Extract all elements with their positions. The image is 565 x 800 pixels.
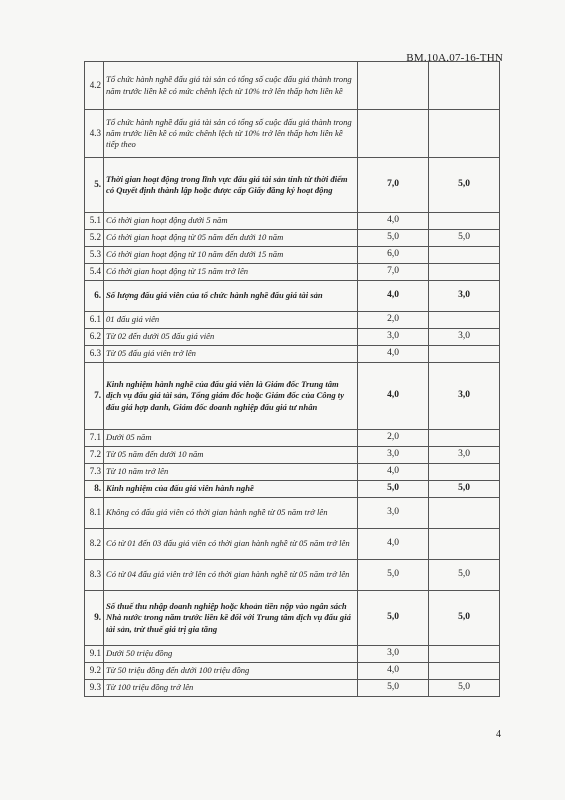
table-row [85, 264, 500, 281]
row-number: 5.4 [85, 264, 104, 281]
criterion-text: Có từ 04 đấu giá viên trở lên có thời gian hành nghề từ 05 năm trở lên [104, 560, 358, 591]
awarded-points: 3,0 [429, 447, 500, 464]
criterion-text: Tổ chức hành nghề đấu giá tài sản có tổng số cuộc đấu giá thành trong năm trước liền kề có mức chênh lệch từ 10% trở lên thấp hơn liền kề tiếp theo [104, 110, 358, 158]
max-points: 4,0 [358, 529, 429, 560]
section-row [85, 591, 500, 646]
awarded-points: 5,0 [429, 560, 500, 591]
max-points: 7,0 [358, 264, 429, 281]
awarded-points: 3,0 [429, 363, 500, 430]
criterion-text: Số lượng đấu giá viên của tổ chức hành nghề đấu giá tài sản [104, 281, 358, 312]
awarded-points: 5,0 [429, 680, 500, 697]
table-row [85, 447, 500, 464]
row-number: 8.2 [85, 529, 104, 560]
max-points [358, 62, 429, 110]
table-row [85, 247, 500, 264]
row-number: 9.3 [85, 680, 104, 697]
table-row [85, 680, 500, 697]
row-number: 9. [85, 591, 104, 646]
max-points: 3,0 [358, 447, 429, 464]
criterion-text: Có từ 01 đến 03 đấu giá viên có thời gian hành nghề từ 05 năm trở lên [104, 529, 358, 560]
criterion-text: Dưới 50 triệu đồng [104, 646, 358, 663]
criterion-text: Có thời gian hoạt động từ 05 năm đến dưới 10 năm [104, 230, 358, 247]
table-row [85, 346, 500, 363]
awarded-points [429, 529, 500, 560]
max-points: 2,0 [358, 430, 429, 447]
page-number: 4 [496, 729, 501, 740]
section-row [85, 281, 500, 312]
awarded-points: 5,0 [429, 591, 500, 646]
max-points: 3,0 [358, 498, 429, 529]
row-number: 9.2 [85, 663, 104, 680]
awarded-points [429, 312, 500, 329]
criteria-table [84, 61, 500, 697]
row-number: 7.1 [85, 430, 104, 447]
max-points: 3,0 [358, 329, 429, 346]
awarded-points: 5,0 [429, 230, 500, 247]
table-row [85, 62, 500, 110]
criterion-text: Từ 05 năm đến dưới 10 năm [104, 447, 358, 464]
row-number: 5. [85, 158, 104, 213]
max-points: 2,0 [358, 312, 429, 329]
awarded-points [429, 264, 500, 281]
row-number: 7. [85, 363, 104, 430]
awarded-points [429, 346, 500, 363]
criterion-text: Kinh nghiệm hành nghề của đấu giá viên là Giám đốc Trung tâm dịch vụ đấu giá tài sản, Tổng giám đốc hoặc Giám đốc của Công ty đấu giá hợp danh, Giám đốc doanh nghiệp đấu giá tư nhân [104, 363, 358, 430]
awarded-points [429, 464, 500, 481]
table-row [85, 230, 500, 247]
criterion-text: Từ 02 đến dưới 05 đấu giá viên [104, 329, 358, 346]
criterion-text: Từ 50 triệu đồng đến dưới 100 triệu đồng [104, 663, 358, 680]
max-points [358, 110, 429, 158]
max-points: 5,0 [358, 591, 429, 646]
table-row [85, 110, 500, 158]
criterion-text: Thời gian hoạt động trong lĩnh vực đấu giá tài sản tính từ thời điểm có Quyết định thành lập hoặc được cấp Giấy đăng ký hoạt động [104, 158, 358, 213]
row-number: 8. [85, 481, 104, 498]
max-points: 4,0 [358, 213, 429, 230]
row-number: 7.3 [85, 464, 104, 481]
criterion-text: Từ 10 năm trở lên [104, 464, 358, 481]
max-points: 4,0 [358, 663, 429, 680]
row-number: 5.2 [85, 230, 104, 247]
max-points: 5,0 [358, 560, 429, 591]
max-points: 7,0 [358, 158, 429, 213]
awarded-points: 5,0 [429, 481, 500, 498]
row-number: 5.1 [85, 213, 104, 230]
awarded-points [429, 62, 500, 110]
awarded-points: 3,0 [429, 329, 500, 346]
row-number: 4.2 [85, 62, 104, 110]
table-row [85, 646, 500, 663]
row-number: 6. [85, 281, 104, 312]
criterion-text: Có thời gian hoạt động từ 15 năm trở lên [104, 264, 358, 281]
criterion-text: Dưới 05 năm [104, 430, 358, 447]
table-row [85, 464, 500, 481]
table-row [85, 498, 500, 529]
table-row [85, 312, 500, 329]
criterion-text: Từ 100 triệu đồng trở lên [104, 680, 358, 697]
table-row [85, 329, 500, 346]
criteria-table-body [85, 62, 500, 697]
max-points: 4,0 [358, 363, 429, 430]
row-number: 6.3 [85, 346, 104, 363]
table-row [85, 213, 500, 230]
awarded-points [429, 646, 500, 663]
table-row [85, 560, 500, 591]
criterion-text: Kinh nghiệm của đấu giá viên hành nghề [104, 481, 358, 498]
awarded-points [429, 430, 500, 447]
criterion-text: Từ 05 đấu giá viên trở lên [104, 346, 358, 363]
max-points: 4,0 [358, 281, 429, 312]
criterion-text: Có thời gian hoạt động từ 10 năm đến dưới 15 năm [104, 247, 358, 264]
awarded-points [429, 247, 500, 264]
max-points: 4,0 [358, 464, 429, 481]
table-row [85, 663, 500, 680]
section-row [85, 363, 500, 430]
row-number: 9.1 [85, 646, 104, 663]
row-number: 8.1 [85, 498, 104, 529]
awarded-points [429, 498, 500, 529]
row-number: 8.3 [85, 560, 104, 591]
awarded-points [429, 110, 500, 158]
criterion-text: Tổ chức hành nghề đấu giá tài sản có tổng số cuộc đấu giá thành trong năm trước liền kề có mức chênh lệch từ 10% trở lên thấp hơn liền kề [104, 62, 358, 110]
criterion-text: 01 đấu giá viên [104, 312, 358, 329]
document-code: BM.10A.07-16-THN [406, 52, 503, 64]
max-points: 5,0 [358, 680, 429, 697]
awarded-points [429, 213, 500, 230]
max-points: 4,0 [358, 346, 429, 363]
max-points: 3,0 [358, 646, 429, 663]
criterion-text: Có thời gian hoạt động dưới 5 năm [104, 213, 358, 230]
awarded-points: 3,0 [429, 281, 500, 312]
criterion-text: Số thuế thu nhập doanh nghiệp hoặc khoản tiền nộp vào ngân sách Nhà nước trong năm trước liền kề đối với Trung tâm dịch vụ đấu giá tài sản, trừ thuế giá trị gia tăng [104, 591, 358, 646]
awarded-points [429, 663, 500, 680]
row-number: 5.3 [85, 247, 104, 264]
row-number: 4.3 [85, 110, 104, 158]
row-number: 6.2 [85, 329, 104, 346]
table-row [85, 430, 500, 447]
table-row [85, 529, 500, 560]
row-number: 7.2 [85, 447, 104, 464]
row-number: 6.1 [85, 312, 104, 329]
criterion-text: Không có đấu giá viên có thời gian hành nghề từ 05 năm trở lên [104, 498, 358, 529]
section-row [85, 158, 500, 213]
max-points: 5,0 [358, 481, 429, 498]
section-row [85, 481, 500, 498]
awarded-points: 5,0 [429, 158, 500, 213]
max-points: 6,0 [358, 247, 429, 264]
max-points: 5,0 [358, 230, 429, 247]
